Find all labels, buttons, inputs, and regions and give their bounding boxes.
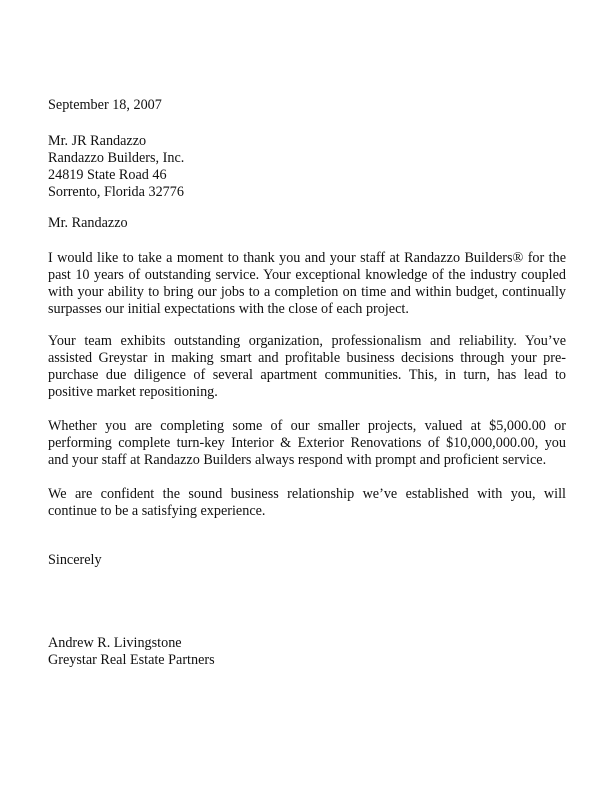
paragraph-line: Whether you are completing some of our smaller projects, valued at $5,000.00 or: [48, 418, 566, 434]
recipient-company: Randazzo Builders, Inc.: [48, 150, 185, 166]
paragraph-line: positive market repositioning.: [48, 384, 218, 400]
paragraph-line: performing complete turn-key Interior & Exterior Renovations of $10,000,000.00, you: [48, 435, 566, 451]
body-paragraph-2: [48, 333, 566, 401]
body-paragraph-1: [48, 250, 566, 318]
signer-name: Andrew R. Livingstone: [48, 635, 182, 651]
paragraph-line: and your staff at Randazzo Builders always respond with prompt and proficient service.: [48, 452, 547, 468]
paragraph-line: purchase due diligence of several apartment communities. This, in turn, has lead to: [48, 367, 566, 383]
salutation-text: Mr. Randazzo: [48, 215, 128, 231]
paragraph-line: assisted Greystar in making smart and profitable business decisions through your pre-: [48, 350, 566, 366]
paragraph-line: continue to be a satisfying experience.: [48, 503, 266, 519]
paragraph-line: I would like to take a moment to thank you and your staff at Randazzo Builders® for the: [48, 250, 566, 266]
body-paragraph-4: [48, 486, 566, 520]
recipient-name: Mr. JR Randazzo: [48, 133, 147, 149]
signer-company: Greystar Real Estate Partners: [48, 652, 215, 668]
letter-date: [48, 97, 566, 114]
closing-text: Sincerely: [48, 552, 102, 568]
paragraph-line: past 10 years of outstanding service. Your exceptional knowledge of the industry coupled: [48, 267, 566, 283]
paragraph-line: Your team exhibits outstanding organization, professionalism and reliability. You’ve: [48, 333, 566, 349]
paragraph-line: We are confident the sound business relationship we’ve established with you, will: [48, 486, 566, 502]
paragraph-line: surpasses our initial expectations with the close of each project.: [48, 301, 409, 317]
body-paragraph-3: [48, 418, 566, 469]
recipient-street: 24819 State Road 46: [48, 167, 167, 183]
paragraph-line: with your ability to bring our jobs to a completion on time and within budget, continually: [48, 284, 566, 300]
salutation: [48, 215, 566, 232]
signature-block: [48, 635, 566, 669]
date-text: September 18, 2007: [48, 97, 162, 113]
closing: [48, 552, 566, 569]
recipient-address: [48, 133, 566, 201]
recipient-city-state-zip: Sorrento, Florida 32776: [48, 184, 184, 200]
